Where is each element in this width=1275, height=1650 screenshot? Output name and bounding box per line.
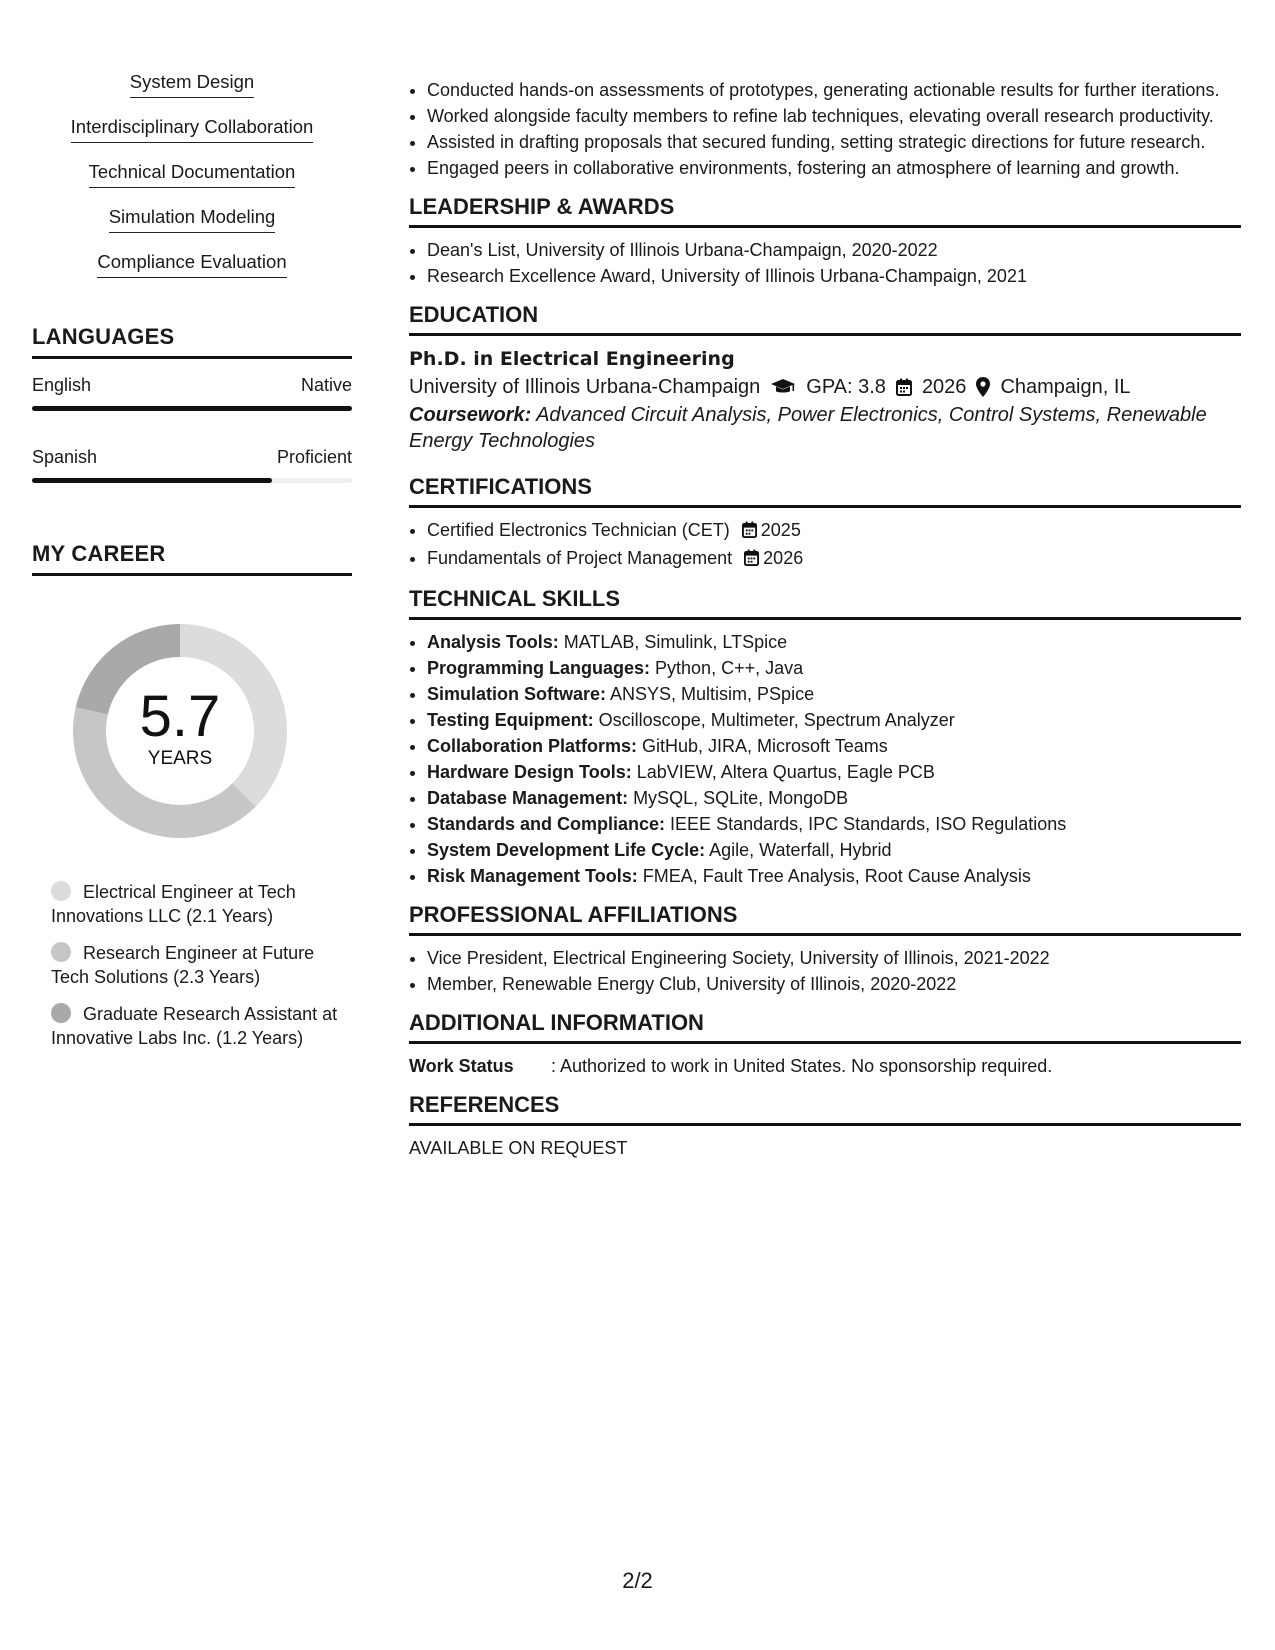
language-level-bar	[32, 406, 352, 411]
tech-skill-item	[427, 864, 1241, 888]
languages-list	[32, 373, 352, 483]
calendar-icon	[742, 520, 757, 544]
career-legend	[51, 880, 351, 1050]
career-legend-item	[51, 1002, 351, 1050]
affiliations-list	[409, 946, 1241, 996]
affiliation-item: • Member, Renewable Energy Club, University of Illinois, 2020-2022	[427, 972, 1241, 996]
coursework	[409, 402, 1241, 454]
career-total-years: 5.7	[139, 684, 221, 749]
tech-skill-value: IEEE Standards, IPC Standards, ISO Regulations	[665, 814, 1067, 834]
career-legend-label: Research Engineer at Future Tech Solutions (2.3 Years)	[51, 943, 315, 987]
language-row	[32, 445, 352, 469]
certification-year: 2026	[763, 548, 804, 568]
language-row	[32, 373, 352, 397]
tech-skill-value: Python, C++, Java	[650, 658, 804, 678]
references-heading: REFERENCES	[409, 1092, 1241, 1126]
tech-skill-label: Database Management:	[427, 788, 629, 808]
language-name: English	[32, 375, 92, 395]
legend-dot	[51, 881, 71, 901]
language-level-bar	[32, 478, 352, 483]
degree-title: Ph.D. in Electrical Engineering	[409, 348, 735, 370]
career-legend-label: Graduate Research Assistant at Innovative Labs Inc. (1.2 Years)	[51, 1004, 338, 1048]
education-details	[409, 372, 1241, 402]
technical-skills-list	[409, 630, 1241, 888]
languages-heading: LANGUAGES	[32, 324, 352, 359]
career-heading: MY CAREER	[32, 541, 352, 576]
certification-name: Certified Electronics Technician (CET)	[427, 520, 730, 540]
legend-dot	[51, 1003, 71, 1023]
tech-skill-label: Programming Languages:	[427, 658, 651, 678]
language-level-fill	[32, 478, 272, 483]
experience-bullet: • Worked alongside faculty members to refine lab techniques, elevating overall research productivity.	[427, 104, 1241, 128]
tech-skill-label: Simulation Software:	[427, 684, 607, 704]
tech-skill-label: Risk Management Tools:	[427, 866, 638, 886]
calendar-icon	[896, 378, 912, 396]
career-legend-item	[51, 880, 351, 928]
experience-bullet: • Engaged peers in collaborative environments, fostering an atmosphere of learning and growth.	[427, 156, 1241, 180]
map-pin-icon	[976, 377, 990, 397]
tech-skill-item	[427, 760, 1241, 784]
tech-skill-value: Oscilloscope, Multimeter, Spectrum Analyzer	[593, 710, 955, 730]
tech-skill-label: Collaboration Platforms:	[427, 736, 638, 756]
skill-tag: System Design	[130, 70, 254, 98]
language-level-fill	[32, 406, 352, 411]
certification-item	[427, 518, 1241, 544]
tech-skill-value: Agile, Waterfall, Hybrid	[705, 840, 892, 860]
tech-skill-item	[427, 838, 1241, 862]
certifications-heading: CERTIFICATIONS	[409, 474, 1241, 508]
tech-skill-item	[427, 656, 1241, 680]
skills-list	[32, 70, 352, 278]
page-number: 2/2	[622, 1568, 653, 1593]
work-status-label: Work Status	[409, 1056, 514, 1076]
coursework-list: Advanced Circuit Analysis, Power Electronics, Control Systems, Renewable Energy Technologies	[409, 404, 1207, 452]
work-status-value: : Authorized to work in United States. No sponsorship required.	[551, 1056, 1053, 1076]
tech-skill-label: System Development Life Cycle:	[427, 840, 706, 860]
certification-name: Fundamentals of Project Management	[427, 548, 733, 568]
leadership-heading: LEADERSHIP & AWARDS	[409, 194, 1241, 228]
experience-bullet: • Assisted in drafting proposals that secured funding, setting strategic directions for future research.	[427, 130, 1241, 154]
career-donut-chart	[65, 616, 295, 846]
certifications-list	[409, 518, 1241, 572]
education-heading: EDUCATION	[409, 302, 1241, 336]
tech-skill-label: Analysis Tools:	[427, 632, 559, 652]
right-column	[409, 78, 1241, 1160]
school-name: University of Illinois Urbana-Champaign	[409, 376, 761, 398]
career-legend-label: Electrical Engineer at Tech Innovations LLC (2.1 Years)	[51, 882, 296, 926]
certification-year: 2025	[760, 520, 801, 540]
language-name: Spanish	[32, 447, 98, 467]
school-location: Champaign, IL	[1000, 376, 1131, 398]
tech-skill-item	[427, 708, 1241, 732]
career-total-unit: YEARS	[147, 748, 213, 769]
affiliation-item: • Vice President, Electrical Engineering Society, University of Illinois, 2021-2022	[427, 946, 1241, 970]
calendar-icon	[744, 548, 759, 572]
tech-skill-item	[427, 786, 1241, 810]
skill-tag: Technical Documentation	[89, 160, 296, 188]
tech-skill-value: FMEA, Fault Tree Analysis, Root Cause Analysis	[637, 866, 1031, 886]
graduation-cap-icon	[770, 378, 796, 396]
left-column	[32, 70, 352, 1063]
gpa: GPA: 3.8	[806, 376, 886, 398]
experience-bullets	[409, 78, 1241, 180]
references-text: AVAILABLE ON REQUEST	[409, 1138, 628, 1158]
tech-skill-label: Testing Equipment:	[427, 710, 594, 730]
tech-skill-value: LabVIEW, Altera Quartus, Eagle PCB	[631, 762, 935, 782]
skill-tag: Simulation Modeling	[109, 205, 276, 233]
affiliations-heading: PROFESSIONAL AFFILIATIONS	[409, 902, 1241, 936]
certification-item	[427, 546, 1241, 572]
tech-skill-label: Standards and Compliance:	[427, 814, 666, 834]
tech-skill-value: MATLAB, Simulink, LTSpice	[558, 632, 788, 652]
technical-skills-heading: TECHNICAL SKILLS	[409, 586, 1241, 620]
career-legend-item	[51, 941, 351, 989]
work-status-row	[409, 1054, 1241, 1078]
graduation-year: 2026	[921, 376, 967, 398]
tech-skill-label: Hardware Design Tools:	[427, 762, 632, 782]
tech-skill-item	[427, 812, 1241, 836]
award-item: • Dean's List, University of Illinois Urbana-Champaign, 2020-2022	[427, 238, 1241, 262]
language-level: Proficient	[276, 447, 352, 467]
leadership-list	[409, 238, 1241, 288]
award-item: • Research Excellence Award, University of Illinois Urbana-Champaign, 2021	[427, 264, 1241, 288]
skill-tag: Interdisciplinary Collaboration	[71, 115, 314, 143]
tech-skill-value: GitHub, JIRA, Microsoft Teams	[637, 736, 888, 756]
coursework-label: Coursework:	[409, 404, 532, 426]
tech-skill-item	[427, 630, 1241, 654]
tech-skill-item	[427, 682, 1241, 706]
additional-info-heading: ADDITIONAL INFORMATION	[409, 1010, 1241, 1044]
experience-bullet: • Conducted hands-on assessments of prototypes, generating actionable results for further iterations.	[427, 78, 1241, 102]
legend-dot	[51, 942, 71, 962]
language-level: Native	[300, 375, 352, 395]
tech-skill-value: ANSYS, Multisim, PSpice	[606, 684, 815, 704]
tech-skill-value: MySQL, SQLite, MongoDB	[628, 788, 849, 808]
skill-tag: Compliance Evaluation	[97, 250, 286, 278]
tech-skill-item	[427, 734, 1241, 758]
